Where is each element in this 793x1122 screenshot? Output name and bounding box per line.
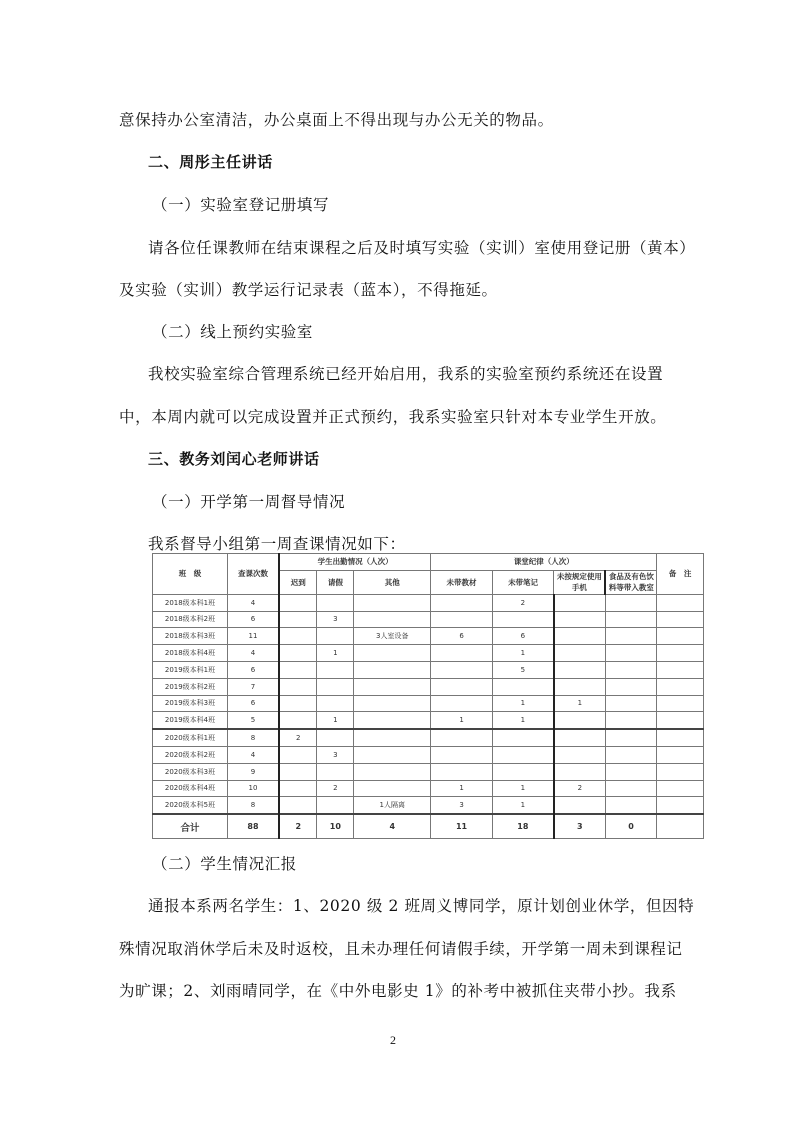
table-cell [317,695,354,712]
table-cell [605,611,657,628]
table-cell: 10 [317,814,354,839]
table-row [153,695,704,712]
table-cell: 1 [492,695,554,712]
table-cell: 7 [228,678,280,695]
table-cell: 1人隔离 [354,797,431,814]
subsection-heading: （一）开学第一周督导情况 [152,493,346,511]
table-cell [354,780,431,797]
table-cell [554,797,606,814]
table-cell: 4 [354,814,431,839]
table-cell [492,729,554,746]
supervision-table [152,553,704,839]
table-cell: 2 [554,780,606,797]
table-cell: 2 [317,780,354,797]
table-cell [657,797,704,814]
table-cell: 1 [492,797,554,814]
table-cell: 3人室设备 [354,628,431,645]
header-food: 食品及有色饮料等带入教室 [605,570,657,594]
table-cell: 88 [228,814,280,839]
table-cell [354,763,431,780]
subsection-heading: （二）线上预约实验室 [152,323,314,341]
table-cell [605,628,657,645]
table-cell [605,661,657,678]
table-cell [431,611,493,628]
table-row [153,729,704,746]
table-row [153,746,704,763]
table-cell [354,729,431,746]
table-cell [605,729,657,746]
table-cell [605,645,657,662]
table-cell [279,746,317,763]
table-cell: 1 [492,645,554,662]
subsection-heading: （一）实验室登记册填写 [152,196,330,214]
header-late: 迟到 [279,570,317,594]
table-cell [431,746,493,763]
table-cell: 2019级本科4班 [153,712,228,729]
table-cell [279,712,317,729]
table-cell: 6 [431,628,493,645]
table-cell [431,594,493,611]
table-cell: 1 [492,780,554,797]
table-cell: 1 [317,712,354,729]
header-discipline-group: 课堂纪律（人次） [431,554,657,571]
table-cell [317,594,354,611]
table-cell [354,678,431,695]
paragraph-text: 殊情况取消休学后未及时返校，且未办理任何请假手续，开学第一周未到课程记 [119,940,683,958]
table-cell [605,763,657,780]
table-cell [554,611,606,628]
section-heading: 二、周彤主任讲话 [148,153,273,171]
table-cell [431,763,493,780]
table-cell [354,661,431,678]
header-phone: 未按规定使用手机 [554,570,606,594]
table-cell [354,645,431,662]
table-cell [354,746,431,763]
table-cell [657,678,704,695]
table-cell: 6 [492,628,554,645]
table-cell [605,746,657,763]
table-row [153,661,704,678]
table-cell [431,661,493,678]
table-cell: 8 [228,729,280,746]
table-cell [605,712,657,729]
paragraph-text: 意保持办公室清洁，办公桌面上不得出现与办公无关的物品。 [119,111,554,129]
paragraph-text: 及实验（实训）教学运行记录表（蓝本），不得拖延。 [119,281,498,299]
table-row [153,628,704,645]
table-cell: 2019级本科1班 [153,661,228,678]
table-cell: 11 [228,628,280,645]
table-cell: 4 [228,746,280,763]
table-cell: 6 [228,695,280,712]
table-cell: 4 [228,594,280,611]
table-cell [605,780,657,797]
table-cell [657,611,704,628]
table-cell: 3 [317,611,354,628]
table-cell [554,678,606,695]
table-cell [605,678,657,695]
table-cell [279,780,317,797]
table-cell [657,628,704,645]
header-other: 其他 [354,570,431,594]
table-cell [431,678,493,695]
table-cell [279,661,317,678]
header-no-textbook: 未带教材 [431,570,493,594]
table-cell: 0 [605,814,657,839]
table-cell [354,611,431,628]
table-row [153,797,704,814]
table-cell: 2018级本科2班 [153,611,228,628]
table-cell [431,645,493,662]
table-cell: 10 [228,780,280,797]
header-attendance-group: 学生出勤情况（人次） [279,554,431,571]
table-cell [657,661,704,678]
table-cell [657,814,704,839]
table-cell: 6 [228,611,280,628]
table-cell: 2 [279,814,317,839]
table-cell: 1 [492,712,554,729]
table-cell [554,763,606,780]
table-cell: 18 [492,814,554,839]
table-cell: 2 [279,729,317,746]
table-cell: 1 [554,695,606,712]
header-no-notes: 未带笔记 [492,570,554,594]
section-heading: 三、教务刘闰心老师讲话 [148,450,320,468]
paragraph-text: 通报本系两名学生：1、2020 级 2 班周义博同学，原计划创业休学，但因特 [148,897,695,915]
table-cell: 2020级本科1班 [153,729,228,746]
table-cell: 4 [228,645,280,662]
table-cell [279,645,317,662]
table-cell [279,695,317,712]
table-cell [317,661,354,678]
paragraph-text: 为旷课；2、刘雨晴同学，在《中外电影史 1》的补考中被抓住夹带小抄。我系 [119,982,677,1000]
table-cell [279,763,317,780]
table-cell: 2019级本科2班 [153,678,228,695]
table-cell [492,763,554,780]
table-cell [317,678,354,695]
table-cell [605,797,657,814]
table-row [153,611,704,628]
table-cell [354,712,431,729]
table-cell: 2020级本科3班 [153,763,228,780]
table-cell [492,678,554,695]
table-cell [431,695,493,712]
table-cell [279,797,317,814]
table-cell [657,695,704,712]
table-cell [279,594,317,611]
table-cell: 1 [431,712,493,729]
table-cell: 2019级本科3班 [153,695,228,712]
table-cell [317,628,354,645]
table-cell [492,611,554,628]
table-cell [554,645,606,662]
paragraph-text: 请各位任课教师在结束课程之后及时填写实验（实训）室使用登记册（黄本） [148,239,696,257]
table-cell [492,746,554,763]
header-remarks: 备 注 [657,554,704,595]
subsection-heading: （二）学生情况汇报 [152,855,297,873]
table-cell: 2 [492,594,554,611]
header-class: 班 级 [153,554,228,595]
table-cell: 1 [317,645,354,662]
table-row [153,763,704,780]
total-row [153,814,704,839]
table-cell: 5 [228,712,280,729]
table-cell [554,661,606,678]
table-row [153,594,704,611]
table-cell [657,729,704,746]
table-cell [279,678,317,695]
table-cell: 2018级本科1班 [153,594,228,611]
table-cell: 3 [554,814,606,839]
table-cell: 3 [431,797,493,814]
table-cell: 2020级本科2班 [153,746,228,763]
table-cell: 1 [431,780,493,797]
table-cell [554,628,606,645]
table-cell [554,712,606,729]
table-cell: 11 [431,814,493,839]
table-cell: 9 [228,763,280,780]
table-cell [354,594,431,611]
table-cell: 2018级本科3班 [153,628,228,645]
table-cell [657,746,704,763]
table-cell: 8 [228,797,280,814]
table-cell: 2020级本科5班 [153,797,228,814]
table-cell: 合计 [153,814,228,839]
table-cell [554,746,606,763]
table-cell: 2018级本科4班 [153,645,228,662]
table-cell [605,695,657,712]
table-cell [657,763,704,780]
paragraph-text: 中，本周内就可以完成设置并正式预约，我系实验室只针对本专业学生开放。 [119,408,667,426]
table-cell [431,729,493,746]
table-cell [317,797,354,814]
table-cell [279,628,317,645]
paragraph-text: 我校实验室综合管理系统已经开始启用，我系的实验室预约系统还在设置 [148,365,664,383]
table-cell [279,611,317,628]
table-row [153,712,704,729]
table-cell [354,695,431,712]
table-row [153,645,704,662]
table-cell [554,729,606,746]
table-cell [657,780,704,797]
table-cell: 6 [228,661,280,678]
table-cell [605,594,657,611]
table-cell [657,712,704,729]
header-leave: 请假 [317,570,354,594]
table-cell [317,763,354,780]
paragraph-text: 我系督导小组第一周查课情况如下： [148,535,406,553]
table-cell: 3 [317,746,354,763]
table-cell: 2020级本科4班 [153,780,228,797]
table-cell [657,645,704,662]
page-number: 2 [390,1033,396,1047]
table-row [153,780,704,797]
table-row [153,678,704,695]
table-cell [657,594,704,611]
table-cell [317,729,354,746]
table-cell: 5 [492,661,554,678]
header-check-count: 查课次数 [228,554,280,595]
table-cell [554,594,606,611]
